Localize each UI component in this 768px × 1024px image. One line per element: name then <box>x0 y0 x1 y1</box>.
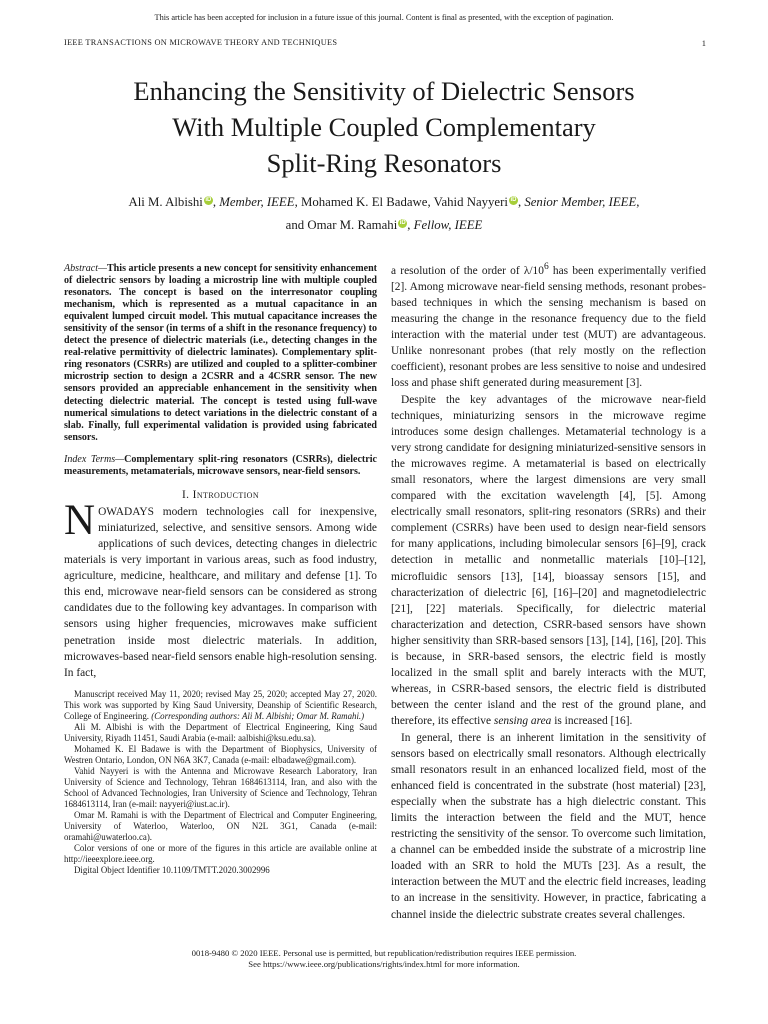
intro-text: modern technologies call for inexpensive, miniaturized, selective, and sensitive sensors. Among wide applications of such devices, detecting changes in dielectric materials is very important in various areas, such as food industry, agriculture, medicine, healthcare, and military and defense [1]. To this end, microwave near-field sensors can be considered as strong candidates due to the following key advantages. In comparison with sensors using higher frequencies, microwaves make sufficient penetration inside most dielectric materials. In addition, microwaves-based near-field sensors enable high-resolution sensing. In fact, <box>64 505 377 679</box>
footnote-manuscript <box>64 689 377 722</box>
author-membership: Senior Member, IEEE <box>524 195 637 209</box>
body-paragraph <box>391 392 706 730</box>
footnote-affiliation: Mohamed K. El Badawe is with the Department of Biophysics, University of Westren Ontario, London, ON N6A 3K7, Canada (e-mail: elbadawe@gmail.com). <box>64 743 377 765</box>
body-text: Despite the key advantages of the microwave near-field techniques, miniaturizing sensors in the microwave regime introduces some design challenges. Metamaterial technology is a very strong candidate for designing miniaturized-sensitive sensors in the microwaves regime. A metamaterial is based on electrically small resonators, where the largest dimensions are very small compared with the excitation wavelength [4], [5]. Among electrically small resonators, split-ring resonators (SRRs) and their complement (CSRRs) have been used to design near-field sensors for many applications, including bimolecular sensors [6]–[9], crack detection in metallic and nonmetallic materials [10]–[12], microfluidic sensors [13], [14], bioassay sensors [15], and characterization of dielectric [6], [16]–[20] and magnetodielectric [21], [22] materials. Specifically, for dielectric material characterization and detection, CSRR-based sensors have shown higher sensitivity than SRR-based sensors [13], [14], [16], [20]. This is because, in SRR-based sensors, the electric field is mostly localized in the small split and barely interacts with the MUT, whereas, in CSRR-based sensors, the electric field is distributed between the center island and the rest of the ground plane, and therefore, its effective <box>391 393 706 728</box>
footnote-affiliation: Ali M. Albishi is with the Department of Electrical Engineering, King Saud University, Riyadh 11451, Saudi Arabia (e-mail: aalbishi@ksu.edu.sa). <box>64 721 377 743</box>
body-paragraph: In general, there is an inherent limitation in the sensitivity of sensors based on electrically small resonators. Although electrically small resonators result in an enhanced localized field, most of the enhanced field is concentrated in the substrate (host material) [23], especially when the substrate has a high dielectric constant. This limits the interaction between the field and the MUT, hence restricting the sensitivity of the sensor. To overcome such limitation, a channel can be embedded inside the substrate of a microstrip line loaded with an SRR to hold the MUTs [23]. As a result, the interaction between the MUT and the electric field increases, leading to an increase in the sensitivity. However, in practice, fabricating a channel inside the dielectric substrate creates several challenges. <box>391 731 706 921</box>
orcid-icon[interactable]: iD <box>399 220 406 226</box>
orcid-icon[interactable]: iD <box>205 197 212 203</box>
footnote-text: Manuscript received May 11, 2020; revised May 25, 2020; accepted May 27, 2020. This work was supported by King Saud University, Deanship of Scientific Research, College of Engineering. <box>64 688 377 721</box>
body-text: has been experimentally verified [2]. Among microwave near-field sensing methods, resonant probes-based techniques in which the sensing mechanism is based on measuring the change in the resonance frequency due to the field interaction with the material under test (MUT) are advantageous. Unlike nonresonant probes (that rely mostly on the reflection coefficient), resonant probes are less sensitive to noise and undesired loss and phase shift generated during measurement [3]. <box>391 264 707 390</box>
abstract-lead: Abstract— <box>64 263 107 274</box>
section-number: I. <box>181 488 193 501</box>
paper-title <box>40 73 728 181</box>
abstract <box>64 263 377 444</box>
footnote-doi: Digital Object Identifier 10.1109/TMTT.2020.3002996 <box>74 864 270 875</box>
copyright-notice <box>0 948 768 970</box>
intro-paragraph <box>64 496 377 681</box>
title-line: Split-Ring Resonators <box>266 148 502 178</box>
body-text: is increased [16]. <box>551 715 633 728</box>
author-name: Vahid Nayyeri <box>433 195 508 209</box>
abstract-text: This article presents a new concept for sensitivity enhancement of dielectric sensors by loading a microstrip line with multiple coupled resonators. The concept is based on the interresonator coupling mechanism, which is represented as a mutual capacitance in an equivalent lumped circuit model. This mutual capacitance increases the sensitivity of the sensor (in terms of a shift in the resonance frequency) to detect the presence of dielectric materials (i.e., detecting changes in the real-relative permittivity of dielectric laminates). Complementary split-ring resonators (CSRRs) are utilized and coupled to a splitter-combiner microstrip section to design a 2CSRR and a 4CSRR sensor. The new sensors provided an appreciable enhancement in the sensitivity when detecting dielectric material. The concept is tested using full-wave numerical simulations to detect variations in the dielectric constant of a slab. Finally, full experimental validation is provided using fabricated sensors. <box>64 263 377 443</box>
copyright-line: See https://www.ieee.org/publications/rights/index.html for more information. <box>248 959 520 969</box>
body-paragraph <box>391 259 706 392</box>
author-list <box>40 191 728 237</box>
left-column <box>64 263 377 876</box>
footnote-corresponding: (Corresponding authors: Ali M. Albishi; Omar M. Ramahi.) <box>151 710 365 721</box>
index-terms <box>64 454 377 478</box>
author-conjunction: and <box>285 218 308 232</box>
body-text: a resolution of the order of λ/10 <box>391 264 544 277</box>
page-number: 1 <box>701 38 706 48</box>
footnote-affiliation: Vahid Nayyeri is with the Antenna and Microwave Research Laboratory, Iran University of Science and Technology, Tehran 1684613114, Iran, and also with the School of Advanced Technologies, Iran University of Science and Technology, Tehran 1684613114, Iran (e-mail: nayyeri@iust.ac.ir). <box>64 765 377 809</box>
acceptance-banner: This article has been accepted for inclusion in a future issue of this journal. Content is final as presented, with the exception of pagination. <box>154 13 614 22</box>
right-column <box>391 259 706 923</box>
running-head: IEEE TRANSACTIONS ON MICROWAVE THEORY AND TECHNIQUES <box>64 38 338 47</box>
author-name: Mohamed K. El Badawe <box>300 195 428 209</box>
author-name: Omar M. Ramahi <box>307 218 398 232</box>
title-line: Enhancing the Sensitivity of Dielectric Sensors <box>133 76 635 106</box>
section-title: Introduction <box>192 488 260 501</box>
index-terms-lead: Index Terms— <box>64 453 125 465</box>
author-membership: Member, IEEE <box>219 195 295 209</box>
drop-cap: N <box>64 496 96 544</box>
author-name: Ali M. Albishi <box>128 195 203 209</box>
footnotes <box>64 689 377 876</box>
superscript: 6 <box>543 262 549 272</box>
orcid-icon[interactable]: iD <box>510 197 517 203</box>
author-line-2: and Omar M. Ramahi iD , Fellow, IEEE <box>285 218 483 232</box>
footnote-color: Color versions of one or more of the figures in this article are available online at http://ieeexplore.ieee.org. <box>64 842 377 864</box>
section-heading <box>64 489 377 501</box>
footnote-affiliation: Omar M. Ramahi is with the Department of Electrical and Computer Engineering, University of Waterloo, Waterloo, ON N2L 3G1, Canada (e-mail: oramahi@uwaterloo.ca). <box>64 809 377 842</box>
index-terms-text: Complementary split-ring resonators (CSRRs), dielectric measurements, metamaterials, microwave sensors, near-field sensors. <box>64 453 377 477</box>
copyright-line: 0018-9480 © 2020 IEEE. Personal use is permitted, but republication/redistribution requires IEEE permission. <box>191 948 577 958</box>
author-membership: Fellow, IEEE <box>413 218 483 232</box>
emphasis: sensing area <box>493 715 552 728</box>
title-line: With Multiple Coupled Complementary <box>172 112 596 142</box>
drop-word: OWADAYS <box>98 505 154 518</box>
author-line-1: Ali M. Albishi iD , Member, IEEE, Mohamed K. El Badawe, Vahid Nayyeri iD , Senior Member, IEEE, <box>128 195 640 209</box>
